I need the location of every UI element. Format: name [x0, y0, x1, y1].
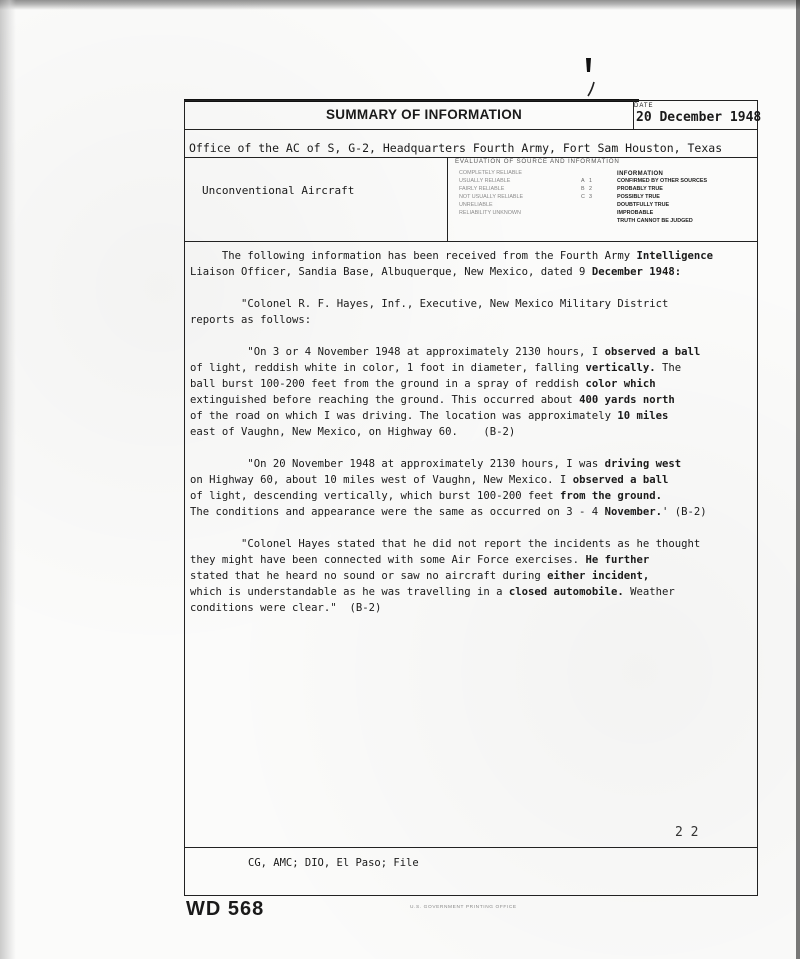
text-run: The following information has been received from the Fourth Army	[221, 250, 637, 262]
source-grade: UNRELIABLE	[459, 201, 493, 208]
printing-office-note: U.S. GOVERNMENT PRINTING OFFICE	[410, 905, 517, 910]
info-grade: CONFIRMED BY OTHER SOURCES	[617, 178, 708, 184]
paragraph-sighting-one	[190, 344, 750, 440]
scan-left-edge	[0, 0, 16, 959]
info-number-list	[589, 178, 592, 202]
office-line: Office of the AC of S, G-2, Headquarters Fourth Army, Fort Sam Houston, Texas	[189, 141, 723, 155]
text-run: color which	[585, 378, 656, 390]
text-run: 400 yards north	[579, 394, 675, 406]
text-run: they might have been connected with some Air Force exercises.	[190, 554, 586, 566]
source-grade: USUALLY RELIABLE	[459, 177, 511, 184]
evaluation-title: EVALUATION OF SOURCE AND INFORMATION	[455, 158, 620, 165]
text-run: observed a ball	[604, 346, 701, 358]
info-grade: DOUBTFULLY TRUE	[617, 201, 670, 208]
text-run: "Colonel Hayes stated that he did not report the incidents as he thought	[241, 538, 701, 550]
text-run: The	[655, 362, 682, 374]
divider-header	[185, 129, 757, 130]
source-grade: COMPLETELY RELIABLE	[459, 170, 523, 176]
text-run: The conditions and appearance were the same as occurred on 3 - 4	[190, 506, 605, 518]
source-grade-list	[459, 170, 523, 217]
source-letter: A	[581, 178, 585, 184]
text-run: driving west	[604, 458, 682, 470]
info-grade: POSSIBLY TRUE	[617, 193, 660, 200]
evaluation-key	[447, 158, 757, 238]
text-run: closed automobile.	[508, 586, 624, 598]
text-run: "Colonel R. F. Hayes, Inf., Executive, New Mexico Military District	[241, 298, 669, 310]
text-run: of light, descending vertically, which burst 100-200 feet	[190, 490, 560, 502]
text-run: reports as follows:	[190, 314, 312, 326]
source-letter-list	[581, 178, 585, 202]
source-letter: C	[581, 193, 585, 200]
text-run: east of Vaughn, New Mexico, on Highway 60. (B-2)	[190, 426, 516, 438]
info-grade: IMPROBABLE	[617, 209, 654, 216]
text-run: Liaison Officer, Sandia Base, Albuquerque, New Mexico, dated 9	[190, 266, 592, 278]
paragraph-statement	[190, 536, 750, 616]
text-run: which is understandable as he was travelling in a	[190, 586, 509, 598]
text-run: on Highway 60, about 10 miles west of Vaughn, New Mexico. I	[190, 474, 573, 486]
scan-top-edge	[0, 0, 800, 10]
scan-right-edge	[796, 0, 800, 959]
document-title: SUMMARY OF INFORMATION	[326, 107, 523, 122]
information-heading: INFORMATION	[617, 171, 664, 177]
text-run: observed a ball	[572, 474, 669, 486]
text-run: 10 miles	[617, 410, 669, 422]
info-grade: PROBABLY TRUE	[617, 185, 663, 192]
report-body	[190, 248, 750, 632]
text-run: Intelligence	[636, 250, 714, 262]
text-run: conditions were clear." (B-2)	[190, 602, 382, 614]
info-grade: TRUTH CANNOT BE JUDGED	[617, 217, 693, 224]
source-letter: B	[581, 185, 585, 192]
text-run: extinguished before reaching the ground. This occurred about	[190, 394, 580, 406]
text-run: from the ground.	[559, 490, 662, 502]
paragraph-intro	[190, 248, 750, 280]
text-run: Weather	[623, 586, 675, 598]
text-run: ' (B-2)	[661, 506, 707, 518]
text-run: of the road on which I was driving. The location was approximately	[190, 410, 618, 422]
text-run: "On 20 November 1948 at approximately 2130 hours, I was	[247, 458, 605, 470]
distribution-list: CG, AMC; DIO, El Paso; File	[248, 857, 419, 869]
text-run: either incident,	[547, 570, 650, 582]
paragraph-report-heading	[190, 296, 750, 328]
text-run: He further	[585, 554, 650, 566]
margin-marks: 2 2	[675, 825, 699, 840]
text-run: November.	[604, 506, 662, 518]
info-number: 3	[589, 193, 592, 200]
text-run: ball burst 100-200 feet from the ground in a spray of reddish	[190, 378, 586, 390]
text-run: of light, reddish white in color, 1 foot in diameter, falling	[190, 362, 586, 374]
text-run: "On 3 or 4 November 1948 at approximately 2130 hours, I	[247, 346, 605, 358]
paragraph-sighting-two	[190, 456, 750, 520]
form-number: WD 568	[186, 898, 265, 920]
source-grade: RELIABILITY UNKNOWN	[459, 209, 521, 216]
divider-subject	[185, 241, 757, 242]
info-number: 1	[589, 178, 592, 184]
date-caption: DATE	[634, 103, 654, 109]
text-run: December 1948:	[591, 266, 682, 278]
source-grade: FAIRLY RELIABLE	[459, 185, 505, 192]
ink-mark-icon	[580, 58, 600, 100]
info-number: 2	[589, 185, 592, 192]
divider-distribution	[185, 847, 757, 848]
subject-line: Unconventional Aircraft	[202, 184, 355, 197]
source-grade: NOT USUALLY RELIABLE	[459, 193, 524, 200]
text-run: stated that he heard no sound or saw no aircraft during	[190, 570, 548, 582]
info-grade-list	[617, 178, 707, 225]
document-date: 20 December 1948	[636, 110, 762, 125]
text-run: vertically.	[585, 362, 656, 374]
